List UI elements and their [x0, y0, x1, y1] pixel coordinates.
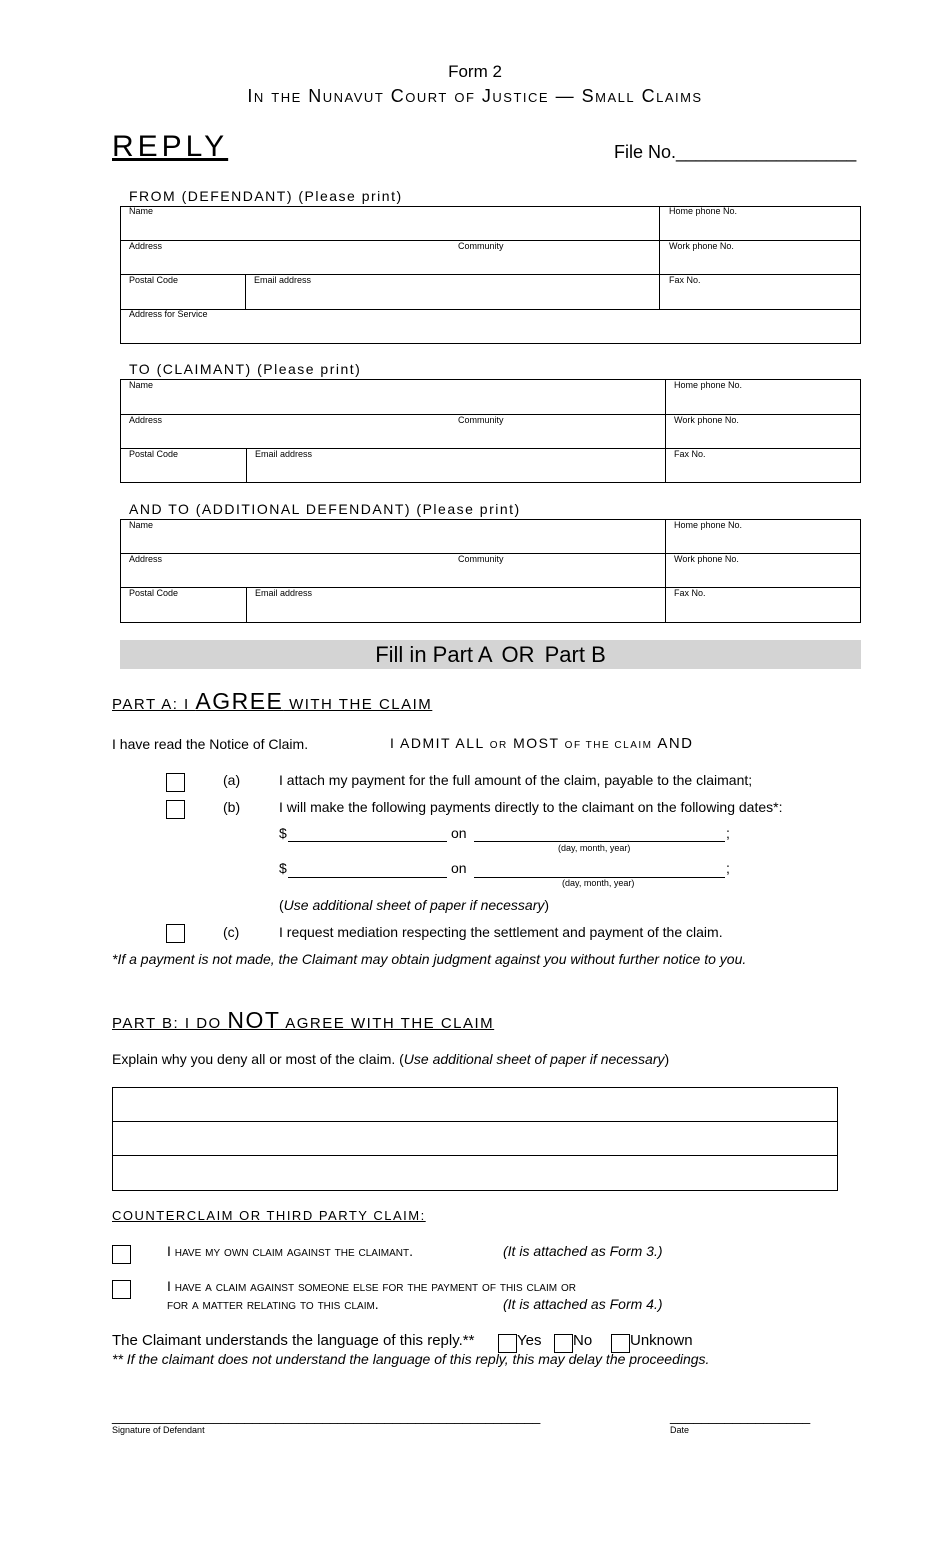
banner-part-b: Part B	[544, 642, 606, 667]
date-1-input[interactable]	[474, 841, 725, 842]
admit-text	[390, 735, 694, 752]
date-line[interactable]: __________________	[670, 1408, 811, 1424]
semicolon: ;	[726, 860, 730, 876]
and-to-fax-field[interactable]: Fax No.	[674, 588, 706, 598]
from-address-field[interactable]: Address	[129, 241, 163, 251]
option-c-text: I request mediation respecting the settlement and payment of the claim.	[279, 924, 723, 940]
own-claim-text: I have my own claim against the claimant.	[167, 1243, 413, 1259]
read-notice-text: I have read the Notice of Claim.	[112, 736, 309, 752]
banner-part-a: Fill in Part A	[375, 642, 492, 667]
from-postal-code-field[interactable]: Postal Code	[129, 275, 179, 285]
file-number-label: File No.	[614, 142, 677, 162]
explain-close: )	[664, 1051, 670, 1067]
part-a-heading	[112, 688, 432, 715]
from-home-phone-field[interactable]: Home phone No.	[669, 206, 738, 216]
and-to-work-phone-field[interactable]: Work phone No.	[674, 554, 739, 564]
option-c-checkbox[interactable]	[166, 924, 185, 943]
additional-sheet-text: Use additional sheet of paper if necessary	[283, 897, 545, 913]
and-to-name-field[interactable]: Name	[129, 520, 154, 530]
to-fax-field[interactable]: Fax No.	[674, 449, 706, 459]
and-to-address-field[interactable]: Address	[129, 554, 163, 564]
third-party-text-line1: I have a claim against someone else for the payment of this claim or	[167, 1278, 576, 1294]
amount-2-input[interactable]	[288, 877, 447, 878]
court-prefix: In the Nunavut Court of Justice	[247, 86, 550, 106]
option-c-letter: (c)	[223, 924, 240, 940]
part-a-heading-pre: PART A: I	[112, 696, 196, 713]
option-a-checkbox[interactable]	[166, 773, 185, 792]
option-a-text: I attach my payment for the full amount of the claim, payable to the claimant;	[279, 772, 753, 788]
court-suffix: Small Claims	[581, 86, 703, 106]
dollar-sign: $	[279, 860, 287, 876]
admit-and: AND	[652, 735, 694, 752]
third-party-text-line2: for a matter relating to this claim.	[167, 1296, 379, 1312]
from-table	[120, 206, 861, 344]
fill-in-banner	[120, 640, 861, 669]
to-community-field[interactable]: Community	[458, 415, 504, 425]
court-dash: —	[555, 86, 576, 106]
to-work-phone-field[interactable]: Work phone No.	[674, 415, 739, 425]
file-number-blank[interactable]: __________________	[676, 142, 857, 162]
and-to-heading: AND TO (ADDITIONAL DEFENDANT) (Please print)	[129, 501, 521, 517]
date-hint: (day, month, year)	[558, 843, 631, 853]
banner-or: OR	[501, 642, 535, 667]
part-b-heading-not: NOT	[227, 1007, 281, 1033]
explanation-row-divider	[112, 1155, 838, 1156]
on-label: on	[451, 825, 467, 841]
part-b-heading-pre: PART B: I DO	[112, 1015, 228, 1032]
explanation-row-divider	[112, 1121, 838, 1122]
and-to-postal-code-field[interactable]: Postal Code	[129, 588, 179, 598]
from-email-field[interactable]: Email address	[254, 275, 312, 285]
to-address-field[interactable]: Address	[129, 415, 163, 425]
language-no-label: No	[573, 1332, 593, 1349]
to-name-field[interactable]: Name	[129, 380, 154, 390]
form-number: Form 2	[448, 62, 502, 81]
explain-main: Explain why you deny all or most of the claim. (	[112, 1051, 404, 1067]
signature-line[interactable]: _______________________________________________________	[112, 1408, 541, 1424]
explain-italic: Use additional sheet of paper if necessary	[403, 1051, 665, 1067]
page-title: REPLY	[112, 130, 229, 163]
own-claim-attached: (It is attached as Form 3.)	[503, 1243, 663, 1259]
and-to-home-phone-field[interactable]: Home phone No.	[674, 520, 743, 530]
semicolon: ;	[726, 825, 730, 841]
to-postal-code-field[interactable]: Postal Code	[129, 449, 179, 459]
to-heading: TO (CLAIMANT) (Please print)	[129, 361, 362, 377]
from-heading: FROM (DEFENDANT) (Please print)	[129, 188, 403, 204]
option-b-checkbox[interactable]	[166, 800, 185, 819]
payment-footnote: *If a payment is not made, the Claimant may obtain judgment against you without further notice to you.	[112, 951, 747, 967]
part-a-heading-post: WITH THE CLAIM	[283, 696, 433, 713]
explain-text	[112, 1051, 669, 1067]
admit-all: I ADMIT ALL	[390, 735, 490, 751]
from-address-service-field[interactable]: Address for Service	[129, 309, 208, 319]
counterclaim-heading: COUNTERCLAIM OR THIRD PARTY CLAIM:	[112, 1208, 426, 1223]
language-note: ** If the claimant does not understand the language of this reply, this may delay the proceedings.	[112, 1351, 710, 1367]
additional-sheet-note	[279, 897, 549, 913]
and-to-email-field[interactable]: Email address	[255, 588, 313, 598]
from-community-field[interactable]: Community	[458, 241, 504, 251]
from-fax-field[interactable]: Fax No.	[669, 275, 701, 285]
option-b-letter: (b)	[223, 799, 241, 815]
admit-of-claim: OF THE CLAIM	[564, 740, 653, 751]
admit-or: OR	[489, 740, 508, 751]
option-a-letter: (a)	[223, 772, 241, 788]
amount-1-input[interactable]	[288, 841, 447, 842]
third-party-checkbox[interactable]	[112, 1280, 131, 1299]
dollar-sign: $	[279, 825, 287, 841]
from-name-field[interactable]: Name	[129, 206, 154, 216]
option-b-text: I will make the following payments directly to the claimant on the following dates*:	[279, 799, 783, 815]
language-question: The Claimant understands the language of this reply.**	[112, 1332, 475, 1349]
to-home-phone-field[interactable]: Home phone No.	[674, 380, 743, 390]
to-email-field[interactable]: Email address	[255, 449, 313, 459]
paren-open: (	[279, 897, 284, 913]
on-label: on	[451, 860, 467, 876]
part-a-heading-agree: AGREE	[195, 688, 284, 714]
paren-close: )	[544, 897, 550, 913]
and-to-table	[120, 519, 861, 623]
from-work-phone-field[interactable]: Work phone No.	[669, 241, 734, 251]
to-table	[120, 379, 861, 483]
third-party-attached: (It is attached as Form 4.)	[503, 1296, 663, 1312]
admit-most: MOST	[507, 735, 565, 751]
date-label: Date	[670, 1425, 690, 1435]
file-number	[614, 142, 856, 163]
date-hint: (day, month, year)	[562, 878, 635, 888]
part-b-heading-post: AGREE WITH THE CLAIM	[280, 1015, 495, 1032]
court-name	[0, 86, 950, 107]
signature-label: Signature of Defendant	[112, 1425, 205, 1435]
and-to-community-field[interactable]: Community	[458, 554, 504, 564]
language-yes-label: Yes	[517, 1332, 542, 1349]
own-claim-checkbox[interactable]	[112, 1245, 131, 1264]
language-unknown-label: Unknown	[630, 1332, 693, 1349]
part-b-heading	[112, 1007, 494, 1034]
explanation-box[interactable]	[112, 1087, 838, 1191]
